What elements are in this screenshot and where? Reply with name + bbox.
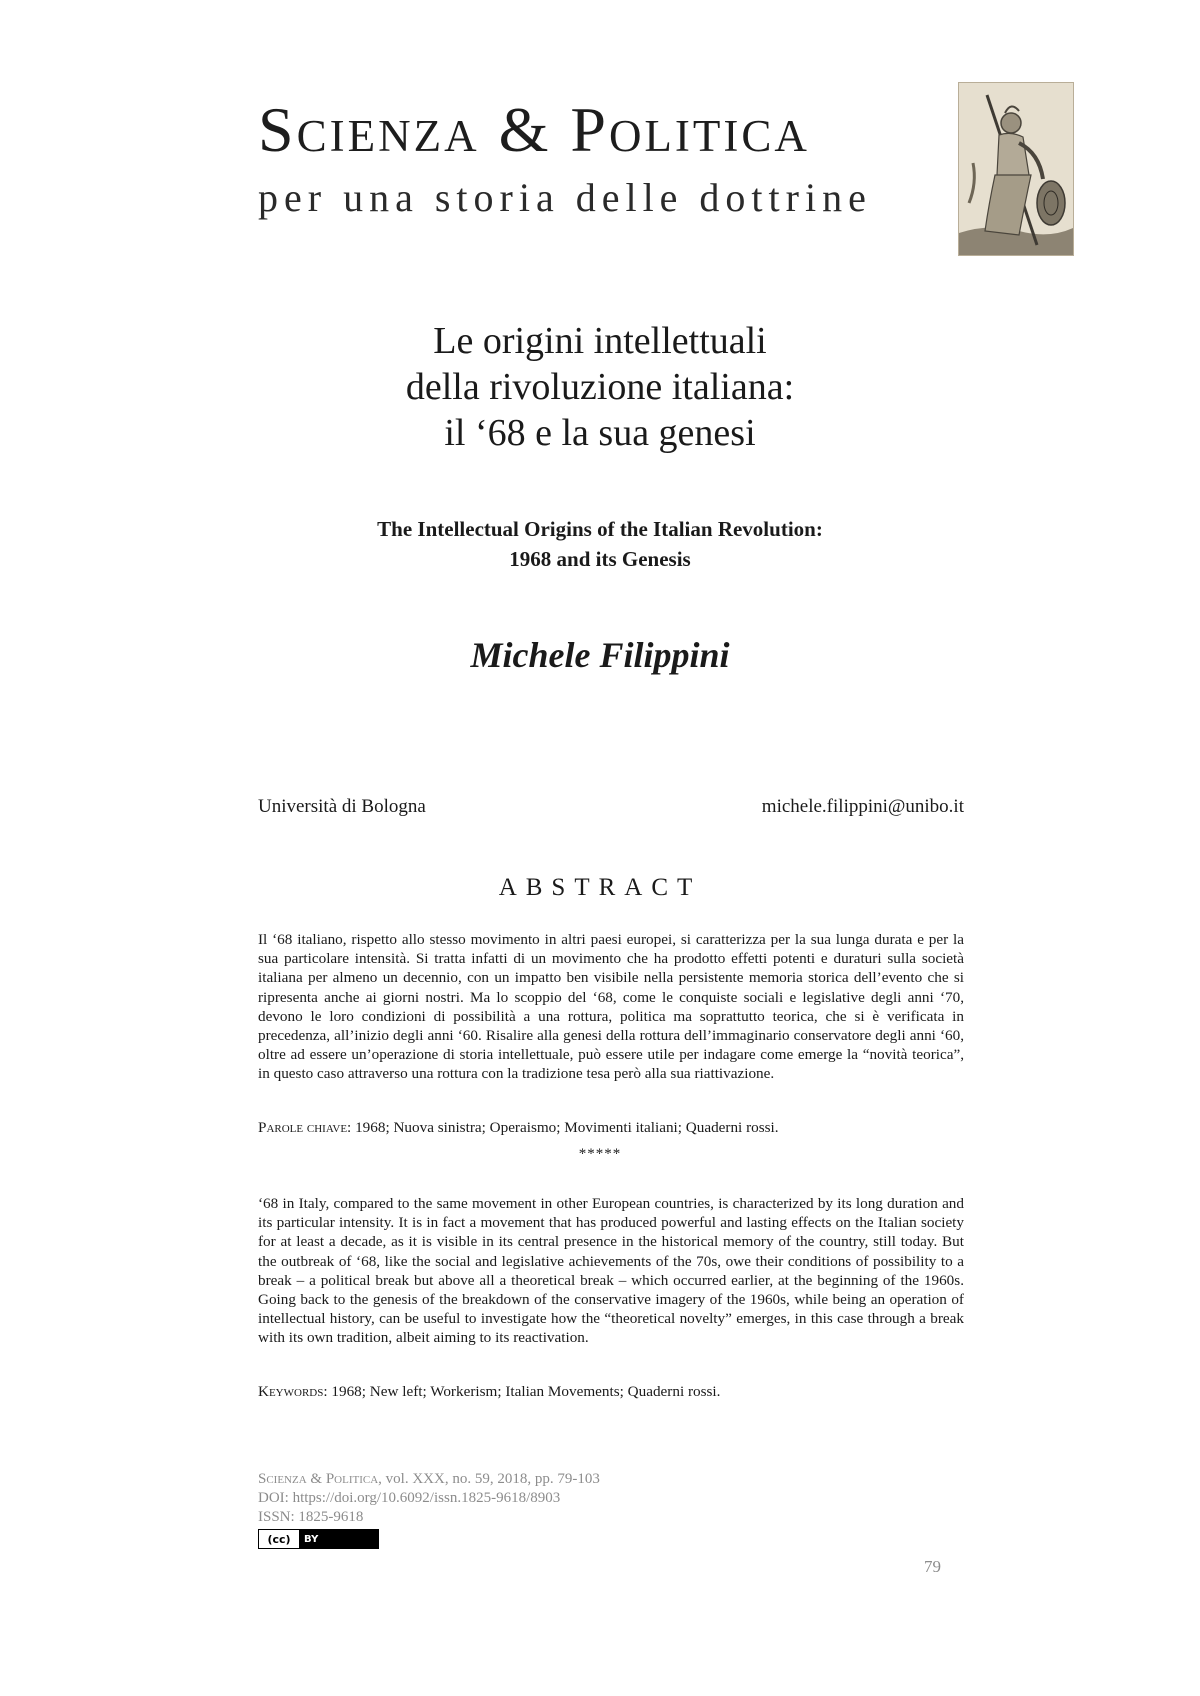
journal-masthead [258, 94, 958, 220]
author-email[interactable]: michele.filippini@unibo.it [761, 796, 964, 817]
by-label: BY [299, 1530, 378, 1548]
keywords-label: Parole chiave [258, 1119, 348, 1136]
title-it-line: il ‘68 e la sua genesi [444, 412, 756, 454]
citation-line [258, 1470, 758, 1489]
title-en-line: 1968 and its Genesis [509, 547, 691, 571]
affiliation: Università di Bologna [258, 796, 426, 817]
title-it-line: della rivoluzione italiana: [405, 366, 795, 408]
issn: ISSN: 1825-9618 [258, 1509, 364, 1525]
title-en-line: The Intellectual Origins of the Italian Revolution: [377, 517, 823, 541]
journal-title: Scienza & Politica [258, 94, 810, 165]
article-title-italian [200, 318, 1000, 456]
footer-journal-name: Scienza & Politica [258, 1471, 379, 1487]
footer-citation: , vol. XXX, no. 59, 2018, pp. 79-103 [378, 1471, 600, 1487]
abstract-italian: Il ‘68 italiano, rispetto allo stesso movimento in altri paesi europei, si caratterizza per la sua lunga durata e per la sua particolare intensità. Si tratta infatti di un movimento che ha prodotto effetti potenti e duraturi sulla società italiana per almeno un decennio, con un impatto ben visibile nella persistente memoria storica dell’evento che si ripresenta anche ai giorni nostri. Ma lo scoppio del ‘68, come le conquiste sociali e legislative degli anni ‘70, devono le loro condizioni di possibilità a una rottura, politica ma soprattutto teorica, che si è verificata in precedenza, all’inizio degli anni ‘60. Risalire alla genesi della rottura dell’immaginario conservatore degli anni ‘60, oltre ad essere un’operazione di storia intellettuale, può essere utile per indagare come emerge la “novità teorica”, in questo caso attraverso una rottura con la tradizione tesa però alla sua riattivazione. [258, 931, 964, 1083]
keywords-list: : 1968; Nuova sinistra; Operaismo; Movimenti italiani; Quaderni rossi. [347, 1119, 779, 1136]
title-it-line: Le origini intellettuali [433, 320, 767, 362]
citation-footer [258, 1470, 758, 1549]
doi-link[interactable]: DOI: https://doi.org/10.6092/issn.1825-9618/8903 [258, 1490, 561, 1506]
keywords-label: Keywords [258, 1383, 324, 1400]
article-title-english [200, 514, 1000, 574]
section-separator: ***** [578, 1146, 622, 1162]
keywords-list: : 1968; New left; Workerism; Italian Movements; Quaderni rossi. [323, 1383, 721, 1400]
cc-by-license-badge[interactable] [258, 1529, 379, 1549]
abstract-english: ‘68 in Italy, compared to the same movement in other European countries, is characterized by its long duration and its particular intensity. It is in fact a movement that has produced powerful and lasting effects on the Italian society for at least a decade, as it is visible in its central presence in the historical memory of the country, still today. But the outbreak of ‘68, like the social and legislative achievements of the 70s, owe their conditions of possibility to a break – a political break but above all a theoretical break – which occurred earlier, at the beginning of the 1960s. Going back to the genesis of the breakdown of the conservative imagery of the 1960s, while being an operation of intellectual history, can be useful to investigate how the “theoretical novelty” emerges, in this case through a break with its own tradition, albeit aiming to its reactivation. [258, 1195, 964, 1347]
page-number: 79 [924, 1557, 941, 1576]
keywords-english [258, 1382, 964, 1401]
author-name: Michele Filippini [470, 635, 730, 675]
keywords-italian [258, 1118, 964, 1137]
abstract-heading: ABSTRACT [498, 874, 702, 901]
cc-icon: (cc) [259, 1530, 299, 1548]
journal-subtitle: per una storia delle dottrine [258, 175, 872, 220]
affiliation-row [258, 796, 964, 818]
allegorical-figure-engraving-icon [958, 82, 1074, 256]
